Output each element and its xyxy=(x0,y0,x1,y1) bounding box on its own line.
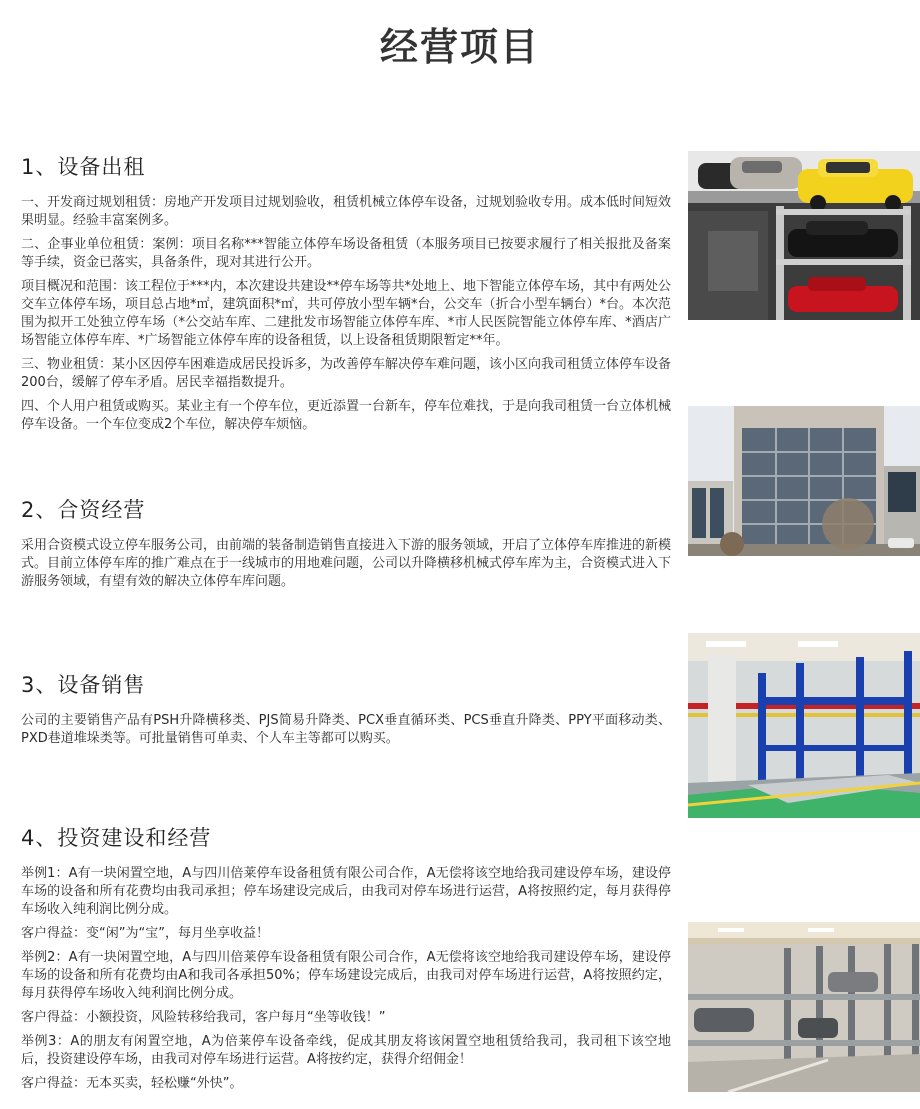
section-joint-venture xyxy=(21,494,671,597)
section-equipment-rental xyxy=(21,151,671,440)
page-title: 经营项目 xyxy=(379,25,540,69)
section-heading: 1、设备出租 xyxy=(21,155,146,179)
paragraph: 一、开发商过规划租赁：房地产开发项目过规划验收，租赁机械立体停车设备，过规划验收专用。成本低时间短效果明显。经验丰富案例多。 xyxy=(21,195,672,228)
paragraph: 举例1：A有一块闲置空地，A与四川倍莱停车设备租赁有限公司合作，A无偿将该空地给我司建设停车场，建设停车场的设备和所有花费均由我司承担；停车场建设完成后，由我司对停车场进行运营，A将按照约定，每月获得停车场收入纯利润比例分成。 xyxy=(21,866,671,917)
paragraph: 三、物业租赁：某小区因停车困难造成居民投诉多，为改善停车解决停车难问题，该小区向我司租赁立体停车设备200台，缓解了停车矛盾。居民幸福指数提升。 xyxy=(21,357,672,390)
paragraph: 项目概况和范围：该工程位于***内，本次建设共建设**停车场等共*处地上、地下智能立体停车场，其中有两处公交车立体停车场，项目总占地*㎡，建筑面积*㎡，共可停放小型车辆*台，公交车（折合小型车辆台）*台。本次范围为拟开工处独立停车场（*公交站车库、二建批发市场智能立体停车库、*市人民医院智能立体停车库、*酒店广场智能立体停车库、*广场智能立体停车库的设备租赁，以上设备租赁期限暂定**年。 xyxy=(21,279,672,348)
paragraph: 客户得益：变“闲”为“宝”，每月坐享收益！ xyxy=(21,926,269,941)
paragraph: 采用合资模式设立停车服务公司，由前端的装备制造销售直接进入下游的服务领域，开启了立体停车库推进的新模式。目前立体停车库的推广难点在于一线城市的用地难问题，公司以升降横移机械式停车库为主，合资模式进入下游服务领域，有望有效的解决立体停车库问题。 xyxy=(21,538,672,589)
paragraph: 四、个人用户租赁或购买。某业主有一个停车位，更近添置一台新车，停车位难找，于是向我司租赁一台立体机械停车设备。一个车位变成2个车位，解决停车烦恼。 xyxy=(21,399,672,432)
section-equipment-sales xyxy=(21,669,671,754)
paragraph: 二、企事业单位租赁：案例：项目名称***智能立体停车场设备租赁（本服务项目已按要求履行了相关报批及备案等手续，资金已落实，具备条件，现对其进行公开。 xyxy=(21,237,671,270)
photo-tower-garage-building xyxy=(688,406,920,556)
section-heading: 4、投资建设和经营 xyxy=(21,826,212,850)
photo-underground-lift-parking xyxy=(688,633,920,818)
photo-multilevel-parking-garage xyxy=(688,922,920,1092)
paragraph: 举例2：A有一块闲置空地，A与四川倍莱停车设备租赁有限公司合作，A无偿将该空地给我司建设停车场，建设停车场的设备和所有花费均由A和我司各承担50%；停车场建设完成后，由我司对停车场进行运营，A将按照约定，每月获得停车场收入纯利润比例分成。 xyxy=(21,950,671,1001)
section-heading: 3、设备销售 xyxy=(21,673,146,697)
paragraph: 客户得益：无本买卖，轻松赚“外快”。 xyxy=(21,1076,243,1091)
section-investment-operation xyxy=(21,822,671,1099)
paragraph: 客户得益：小额投资，风险转移给我司，客户每月“坐等收钱！” xyxy=(21,1010,386,1025)
photo-stacked-car-lift xyxy=(688,151,920,320)
section-heading: 2、合资经营 xyxy=(21,498,146,522)
paragraph: 公司的主要销售产品有PSH升降横移类、PJS简易升降类、PCX垂直循环类、PCS垂直升降类、PPY平面移动类、PXD巷道堆垛类等。可批量销售可单卖、个人车主等都可以购买。 xyxy=(21,713,671,746)
paragraph: 举例3：A的朋友有闲置空地，A为倍莱停车设备牵线，促成其朋友将该闲置空地租赁给我司，我司租下该空地后，投资建设停车场，由我司对停车场进行运营。A将按约定，获得介绍佣金！ xyxy=(21,1034,671,1067)
